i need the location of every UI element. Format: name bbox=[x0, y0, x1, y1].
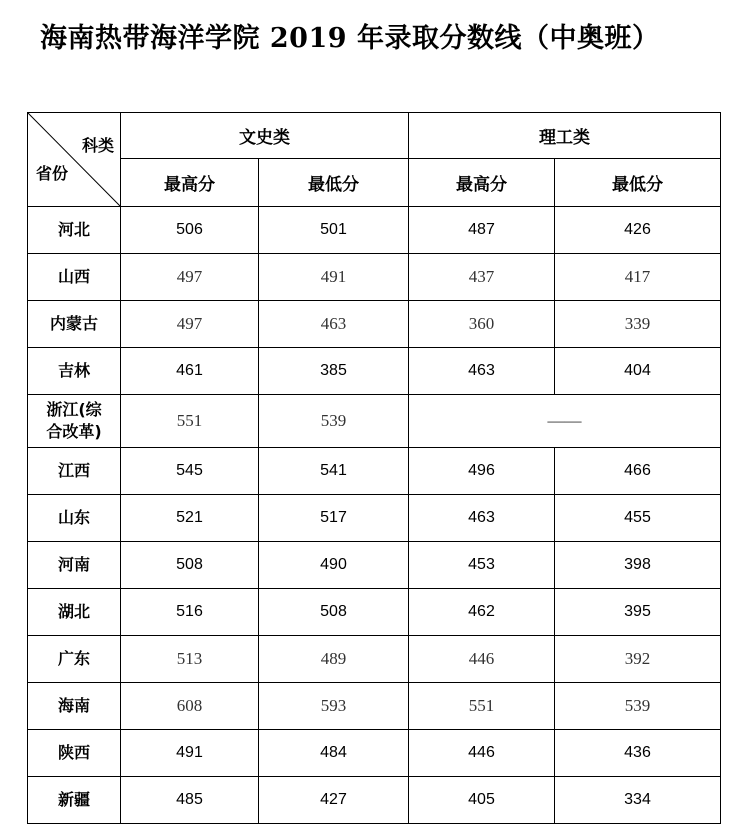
score-cell-science-max: 437 bbox=[409, 254, 555, 301]
province-cell: 吉林 bbox=[28, 348, 121, 395]
score-cell-arts-max: 497 bbox=[121, 254, 259, 301]
subheader-science-max: 最高分 bbox=[409, 159, 555, 207]
score-cell-science-max: 405 bbox=[409, 777, 555, 824]
score-cell-science-not-applicable: —— bbox=[409, 395, 721, 448]
province-cell: 湖北 bbox=[28, 589, 121, 636]
province-cell: 陕西 bbox=[28, 730, 121, 777]
score-cell-science-min: 417 bbox=[555, 254, 721, 301]
table-row bbox=[28, 348, 721, 395]
subheader-science-min: 最低分 bbox=[555, 159, 721, 207]
score-cell-arts-min: 491 bbox=[259, 254, 409, 301]
score-cell-arts-min: 463 bbox=[259, 301, 409, 348]
score-cell-science-min: 436 bbox=[555, 730, 721, 777]
table-row bbox=[28, 301, 721, 348]
province-cell: 内蒙古 bbox=[28, 301, 121, 348]
corner-diagonal-line bbox=[28, 113, 121, 207]
score-cell-arts-min: 541 bbox=[259, 448, 409, 495]
score-cell-arts-max: 506 bbox=[121, 207, 259, 254]
score-cell-arts-max: 551 bbox=[121, 395, 259, 448]
score-cell-science-max: 360 bbox=[409, 301, 555, 348]
province-cell: 河北 bbox=[28, 207, 121, 254]
header-row-groups bbox=[28, 113, 721, 159]
score-cell-science-max: 453 bbox=[409, 542, 555, 589]
score-cell-arts-min: 490 bbox=[259, 542, 409, 589]
score-cell-arts-max: 491 bbox=[121, 730, 259, 777]
table-row bbox=[28, 207, 721, 254]
score-cell-arts-max: 608 bbox=[121, 683, 259, 730]
score-cell-science-min: 339 bbox=[555, 301, 721, 348]
score-cell-arts-min: 517 bbox=[259, 495, 409, 542]
admission-score-table bbox=[27, 112, 721, 824]
corner-province-label: 省份 bbox=[36, 164, 69, 183]
group-header-liberal-arts: 文史类 bbox=[121, 113, 409, 159]
score-cell-science-min: 404 bbox=[555, 348, 721, 395]
corner-category-label: 科类 bbox=[81, 136, 114, 155]
score-cell-arts-max: 513 bbox=[121, 636, 259, 683]
group-header-science: 理工类 bbox=[409, 113, 721, 159]
score-cell-arts-max: 461 bbox=[121, 348, 259, 395]
table-row bbox=[28, 683, 721, 730]
table-row bbox=[28, 495, 721, 542]
score-cell-arts-max: 497 bbox=[121, 301, 259, 348]
table-row bbox=[28, 448, 721, 495]
table-row bbox=[28, 589, 721, 636]
score-cell-science-min: 539 bbox=[555, 683, 721, 730]
page-title: 海南热带海洋学院 2019 年录取分数线（中奥班） bbox=[40, 23, 660, 54]
score-cell-arts-min: 539 bbox=[259, 395, 409, 448]
score-cell-arts-max: 521 bbox=[121, 495, 259, 542]
table-row bbox=[28, 254, 721, 301]
score-cell-science-min: 334 bbox=[555, 777, 721, 824]
header-row-subheaders bbox=[28, 159, 721, 207]
score-cell-arts-min: 385 bbox=[259, 348, 409, 395]
province-cell: 新疆 bbox=[28, 777, 121, 824]
score-cell-science-min: 395 bbox=[555, 589, 721, 636]
subheader-arts-max: 最高分 bbox=[121, 159, 259, 207]
province-cell: 山东 bbox=[28, 495, 121, 542]
score-cell-science-max: 487 bbox=[409, 207, 555, 254]
score-cell-science-max: 446 bbox=[409, 730, 555, 777]
score-cell-science-min: 398 bbox=[555, 542, 721, 589]
province-line: 合改革) bbox=[46, 422, 102, 441]
score-cell-science-max: 463 bbox=[409, 348, 555, 395]
score-cell-science-min: 455 bbox=[555, 495, 721, 542]
province-cell: 广东 bbox=[28, 636, 121, 683]
table-row bbox=[28, 395, 721, 448]
score-cell-science-min: 426 bbox=[555, 207, 721, 254]
score-cell-arts-max: 545 bbox=[121, 448, 259, 495]
score-cell-science-max: 551 bbox=[409, 683, 555, 730]
score-cell-arts-min: 484 bbox=[259, 730, 409, 777]
score-cell-science-max: 463 bbox=[409, 495, 555, 542]
table-row bbox=[28, 730, 721, 777]
score-cell-arts-max: 508 bbox=[121, 542, 259, 589]
score-cell-science-min: 392 bbox=[555, 636, 721, 683]
score-cell-arts-max: 485 bbox=[121, 777, 259, 824]
score-cell-arts-min: 501 bbox=[259, 207, 409, 254]
table-row bbox=[28, 542, 721, 589]
corner-header-cell bbox=[28, 113, 121, 207]
province-line: 浙江(综 bbox=[46, 400, 102, 419]
province-cell: 山西 bbox=[28, 254, 121, 301]
score-cell-arts-min: 427 bbox=[259, 777, 409, 824]
score-cell-arts-min: 489 bbox=[259, 636, 409, 683]
score-cell-arts-min: 593 bbox=[259, 683, 409, 730]
province-cell: 江西 bbox=[28, 448, 121, 495]
score-cell-science-min: 466 bbox=[555, 448, 721, 495]
score-cell-arts-max: 516 bbox=[121, 589, 259, 636]
province-cell: 海南 bbox=[28, 683, 121, 730]
score-cell-science-max: 496 bbox=[409, 448, 555, 495]
table-row bbox=[28, 636, 721, 683]
score-cell-arts-min: 508 bbox=[259, 589, 409, 636]
province-cell: 河南 bbox=[28, 542, 121, 589]
table-row bbox=[28, 777, 721, 824]
score-cell-science-max: 462 bbox=[409, 589, 555, 636]
subheader-arts-min: 最低分 bbox=[259, 159, 409, 207]
score-cell-science-max: 446 bbox=[409, 636, 555, 683]
province-cell bbox=[28, 395, 121, 448]
